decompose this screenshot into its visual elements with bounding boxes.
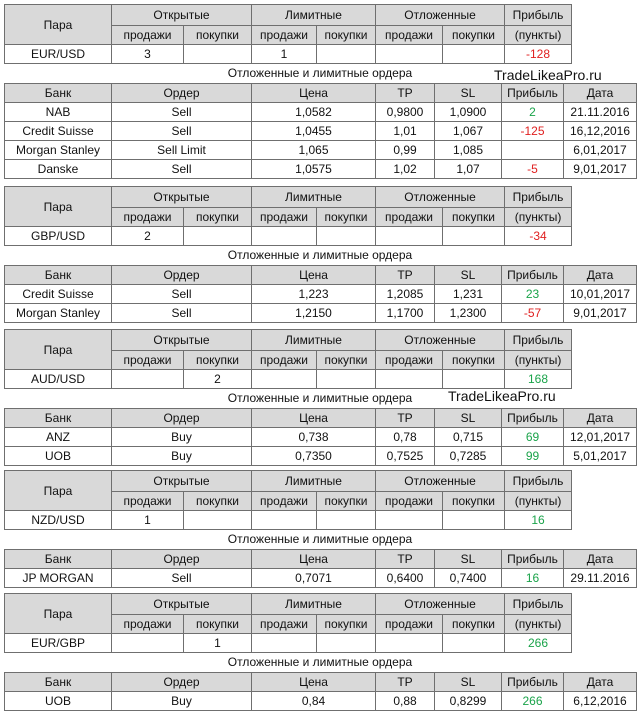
pending-buys-value — [443, 370, 505, 389]
pair-values-row — [5, 511, 637, 530]
pending-header: Отложенные — [376, 594, 505, 615]
sells-subheader: продажи — [252, 491, 317, 511]
buys-subheader: покупки — [443, 350, 505, 370]
order-date: 6,12,2016 — [564, 692, 637, 711]
buys-subheader: покупки — [184, 350, 252, 370]
open-buys-value: 2 — [184, 370, 252, 389]
order-sl: 1,2300 — [435, 304, 502, 323]
pair-name: NZD/USD — [5, 511, 112, 530]
order-sl: 0,7400 — [435, 569, 502, 588]
pending-sells-value — [376, 511, 443, 530]
pending-sells-value — [376, 370, 443, 389]
limit-sells-value — [252, 634, 317, 653]
pending-sells-value — [376, 634, 443, 653]
sells-subheader: продажи — [376, 614, 443, 634]
order-tp: 0,88 — [376, 692, 435, 711]
limit-header: Лимитные — [252, 187, 376, 208]
open-sells-value — [112, 634, 184, 653]
order-bank: Danske — [5, 160, 112, 179]
open-buys-value — [184, 511, 252, 530]
buys-subheader: покупки — [317, 207, 376, 227]
tp-column-header: TP — [376, 550, 435, 569]
order-price: 0,738 — [252, 428, 376, 447]
orders-caption: Отложенные и лимитные ордера — [227, 655, 413, 669]
pair-header: Пара — [5, 5, 112, 45]
order-type: Buy — [112, 447, 252, 466]
order-sl: 1,067 — [435, 122, 502, 141]
profit-column-header: Прибыль — [502, 673, 564, 692]
order-type: Sell — [112, 285, 252, 304]
order-profit: 2 — [502, 103, 564, 122]
subheader-blank-cell — [572, 491, 637, 511]
bank-column-header: Банк — [5, 673, 112, 692]
site-watermark: TradeLikeaPro.ru — [494, 67, 602, 83]
points-subheader: (пункты) — [505, 25, 572, 45]
tp-column-header: TP — [376, 409, 435, 428]
limit-header: Лимитные — [252, 594, 376, 615]
pair-block-gbp-usd — [4, 186, 636, 323]
order-column-header: Ордер — [112, 673, 252, 692]
pair-values-row — [5, 634, 637, 653]
buys-subheader: покупки — [317, 25, 376, 45]
orders-table — [4, 265, 637, 323]
order-profit: 16 — [502, 569, 564, 588]
date-column-header: Дата — [564, 84, 637, 103]
limit-header: Лимитные — [252, 330, 376, 351]
pair-name: EUR/GBP — [5, 634, 112, 653]
order-bank: Credit Suisse — [5, 122, 112, 141]
order-date: 21.11.2016 — [564, 103, 637, 122]
order-type: Sell — [112, 122, 252, 141]
pending-header: Отложенные — [376, 471, 505, 492]
limit-buys-value — [317, 634, 376, 653]
order-bank: Credit Suisse — [5, 285, 112, 304]
pending-header: Отложенные — [376, 187, 505, 208]
sells-subheader: продажи — [112, 207, 184, 227]
sl-column-header: SL — [435, 84, 502, 103]
open-buys-value: 1 — [184, 634, 252, 653]
pair-header: Пара — [5, 187, 112, 227]
values-blank-cell — [572, 634, 637, 653]
pair-profit-value: -34 — [505, 227, 572, 246]
buys-subheader: покупки — [443, 207, 505, 227]
pair-profit-value: -128 — [505, 45, 572, 64]
order-bank: Morgan Stanley — [5, 304, 112, 323]
order-date: 9,01,2017 — [564, 160, 637, 179]
pair-block-eur-usd — [4, 4, 636, 179]
order-sl: 0,7285 — [435, 447, 502, 466]
order-sl: 0,8299 — [435, 692, 502, 711]
buys-subheader: покупки — [184, 614, 252, 634]
order-tp: 0,99 — [376, 141, 435, 160]
pair-name: EUR/USD — [5, 45, 112, 64]
order-date: 5,01,2017 — [564, 447, 637, 466]
buys-subheader: покупки — [317, 491, 376, 511]
limit-buys-value — [317, 511, 376, 530]
sells-subheader: продажи — [376, 25, 443, 45]
limit-sells-value — [252, 511, 317, 530]
sells-subheader: продажи — [376, 207, 443, 227]
order-profit: -57 — [502, 304, 564, 323]
order-type: Buy — [112, 692, 252, 711]
pending-sells-value — [376, 227, 443, 246]
buys-subheader: покупки — [184, 207, 252, 227]
points-subheader: (пункты) — [505, 350, 572, 370]
order-date: 12,01,2017 — [564, 428, 637, 447]
order-row — [5, 160, 637, 179]
order-tp: 1,02 — [376, 160, 435, 179]
pair-values-row — [5, 370, 637, 389]
order-type: Buy — [112, 428, 252, 447]
limit-sells-value — [252, 227, 317, 246]
order-bank: JP MORGAN — [5, 569, 112, 588]
order-type: Sell Limit — [112, 141, 252, 160]
order-sl: 1,085 — [435, 141, 502, 160]
order-row — [5, 103, 637, 122]
orders-table — [4, 672, 637, 711]
sells-subheader: продажи — [252, 207, 317, 227]
pair-summary-table — [4, 186, 637, 246]
order-price: 0,7350 — [252, 447, 376, 466]
price-column-header: Цена — [252, 84, 376, 103]
open-header: Открытые — [112, 471, 252, 492]
sl-column-header: SL — [435, 409, 502, 428]
order-sl: 1,0900 — [435, 103, 502, 122]
subheader-blank-cell — [572, 614, 637, 634]
pair-values-row — [5, 45, 637, 64]
date-column-header: Дата — [564, 550, 637, 569]
order-column-header: Ордер — [112, 266, 252, 285]
sells-subheader: продажи — [376, 350, 443, 370]
sells-subheader: продажи — [112, 491, 184, 511]
sells-subheader: продажи — [252, 614, 317, 634]
pair-summary-table — [4, 470, 637, 530]
profit-column-header: Прибыль — [502, 550, 564, 569]
pair-summary-table — [4, 329, 637, 389]
subheader-blank-cell — [572, 207, 637, 227]
order-type: Sell — [112, 160, 252, 179]
values-blank-cell — [572, 45, 637, 64]
order-price: 1,0455 — [252, 122, 376, 141]
profit-header: Прибыль — [505, 594, 572, 615]
pending-header: Отложенные — [376, 5, 505, 26]
order-price: 1,2150 — [252, 304, 376, 323]
bank-column-header: Банк — [5, 409, 112, 428]
order-profit: -125 — [502, 122, 564, 141]
price-column-header: Цена — [252, 409, 376, 428]
order-bank: UOB — [5, 447, 112, 466]
order-tp: 0,9800 — [376, 103, 435, 122]
points-subheader: (пункты) — [505, 614, 572, 634]
order-date: 6,01,2017 — [564, 141, 637, 160]
pair-summary-table — [4, 4, 637, 64]
orders-table — [4, 549, 637, 588]
order-price: 1,223 — [252, 285, 376, 304]
order-date: 29.11.2016 — [564, 569, 637, 588]
profit-header: Прибыль — [505, 330, 572, 351]
pair-header: Пара — [5, 471, 112, 511]
limit-header: Лимитные — [252, 5, 376, 26]
orders-caption: Отложенные и лимитные ордера — [227, 532, 413, 546]
limit-header: Лимитные — [252, 471, 376, 492]
order-price: 1,065 — [252, 141, 376, 160]
pending-buys-value — [443, 634, 505, 653]
order-tp: 1,2085 — [376, 285, 435, 304]
order-price: 0,84 — [252, 692, 376, 711]
limit-sells-value — [252, 370, 317, 389]
order-tp: 0,7525 — [376, 447, 435, 466]
order-sl: 0,715 — [435, 428, 502, 447]
pending-buys-value — [443, 511, 505, 530]
tp-column-header: TP — [376, 673, 435, 692]
order-profit — [502, 141, 564, 160]
buys-subheader: покупки — [317, 614, 376, 634]
tp-column-header: TP — [376, 266, 435, 285]
pair-summary-table — [4, 593, 637, 653]
order-profit: 99 — [502, 447, 564, 466]
order-tp: 1,1700 — [376, 304, 435, 323]
pair-values-row — [5, 227, 637, 246]
pair-name: GBP/USD — [5, 227, 112, 246]
header-blank-cell — [572, 594, 637, 615]
order-column-header: Ордер — [112, 84, 252, 103]
sells-subheader: продажи — [252, 350, 317, 370]
orders-caption: Отложенные и лимитные ордера — [227, 66, 413, 80]
values-blank-cell — [572, 227, 637, 246]
pending-buys-value — [443, 227, 505, 246]
profit-header: Прибыль — [505, 5, 572, 26]
order-row — [5, 569, 637, 588]
order-bank: ANZ — [5, 428, 112, 447]
order-row — [5, 285, 637, 304]
order-bank: NAB — [5, 103, 112, 122]
orders-caption: Отложенные и лимитные ордера — [227, 248, 413, 262]
points-subheader: (пункты) — [505, 207, 572, 227]
open-sells-value: 3 — [112, 45, 184, 64]
orders-caption: Отложенные и лимитные ордера — [227, 391, 413, 405]
order-date: 16,12,2016 — [564, 122, 637, 141]
values-blank-cell — [572, 370, 637, 389]
pair-block-eur-gbp — [4, 593, 636, 711]
sells-subheader: продажи — [252, 25, 317, 45]
order-tp: 0,78 — [376, 428, 435, 447]
order-column-header: Ордер — [112, 550, 252, 569]
date-column-header: Дата — [564, 673, 637, 692]
buys-subheader: покупки — [317, 350, 376, 370]
order-row — [5, 447, 637, 466]
profit-header: Прибыль — [505, 187, 572, 208]
sells-subheader: продажи — [112, 614, 184, 634]
open-header: Открытые — [112, 594, 252, 615]
order-row — [5, 428, 637, 447]
order-price: 0,7071 — [252, 569, 376, 588]
order-tp: 0,6400 — [376, 569, 435, 588]
bank-column-header: Банк — [5, 550, 112, 569]
tp-column-header: TP — [376, 84, 435, 103]
open-header: Открытые — [112, 5, 252, 26]
open-sells-value: 1 — [112, 511, 184, 530]
points-subheader: (пункты) — [505, 491, 572, 511]
pending-header: Отложенные — [376, 330, 505, 351]
order-type: Sell — [112, 103, 252, 122]
header-blank-cell — [572, 471, 637, 492]
profit-column-header: Прибыль — [502, 266, 564, 285]
order-row — [5, 304, 637, 323]
limit-buys-value — [317, 45, 376, 64]
pair-block-nzd-usd — [4, 470, 636, 588]
open-buys-value — [184, 227, 252, 246]
order-type: Sell — [112, 569, 252, 588]
pair-profit-value: 168 — [505, 370, 572, 389]
order-bank: UOB — [5, 692, 112, 711]
subheader-blank-cell — [572, 350, 637, 370]
values-blank-cell — [572, 511, 637, 530]
pending-sells-value — [376, 45, 443, 64]
order-price: 1,0582 — [252, 103, 376, 122]
pair-name: AUD/USD — [5, 370, 112, 389]
order-sl: 1,07 — [435, 160, 502, 179]
pending-buys-value — [443, 45, 505, 64]
bank-column-header: Банк — [5, 266, 112, 285]
buys-subheader: покупки — [443, 614, 505, 634]
open-header: Открытые — [112, 187, 252, 208]
price-column-header: Цена — [252, 550, 376, 569]
sl-column-header: SL — [435, 550, 502, 569]
pair-profit-value: 16 — [505, 511, 572, 530]
order-row — [5, 692, 637, 711]
sl-column-header: SL — [435, 266, 502, 285]
site-watermark: TradeLikeaPro.ru — [448, 388, 556, 404]
limit-buys-value — [317, 227, 376, 246]
pair-header: Пара — [5, 594, 112, 634]
open-header: Открытые — [112, 330, 252, 351]
price-column-header: Цена — [252, 266, 376, 285]
order-profit: -5 — [502, 160, 564, 179]
order-column-header: Ордер — [112, 409, 252, 428]
sl-column-header: SL — [435, 673, 502, 692]
orders-table — [4, 83, 637, 179]
order-type: Sell — [112, 304, 252, 323]
order-profit: 266 — [502, 692, 564, 711]
pair-profit-value: 266 — [505, 634, 572, 653]
profit-column-header: Прибыль — [502, 84, 564, 103]
sells-subheader: продажи — [376, 491, 443, 511]
order-tp: 1,01 — [376, 122, 435, 141]
buys-subheader: покупки — [184, 25, 252, 45]
limit-buys-value — [317, 370, 376, 389]
buys-subheader: покупки — [443, 25, 505, 45]
buys-subheader: покупки — [184, 491, 252, 511]
order-profit: 23 — [502, 285, 564, 304]
open-sells-value: 2 — [112, 227, 184, 246]
orders-table — [4, 408, 637, 466]
date-column-header: Дата — [564, 266, 637, 285]
limit-sells-value: 1 — [252, 45, 317, 64]
subheader-blank-cell — [572, 25, 637, 45]
buys-subheader: покупки — [443, 491, 505, 511]
header-blank-cell — [572, 187, 637, 208]
order-date: 9,01,2017 — [564, 304, 637, 323]
price-column-header: Цена — [252, 673, 376, 692]
order-date: 10,01,2017 — [564, 285, 637, 304]
header-blank-cell — [572, 330, 637, 351]
order-row — [5, 122, 637, 141]
order-bank: Morgan Stanley — [5, 141, 112, 160]
sells-subheader: продажи — [112, 25, 184, 45]
profit-column-header: Прибыль — [502, 409, 564, 428]
order-price: 1,0575 — [252, 160, 376, 179]
order-sl: 1,231 — [435, 285, 502, 304]
date-column-header: Дата — [564, 409, 637, 428]
order-profit: 69 — [502, 428, 564, 447]
open-buys-value — [184, 45, 252, 64]
open-sells-value — [112, 370, 184, 389]
header-blank-cell — [572, 5, 637, 26]
sells-subheader: продажи — [112, 350, 184, 370]
pair-header: Пара — [5, 330, 112, 370]
profit-header: Прибыль — [505, 471, 572, 492]
bank-column-header: Банк — [5, 84, 112, 103]
order-row — [5, 141, 637, 160]
